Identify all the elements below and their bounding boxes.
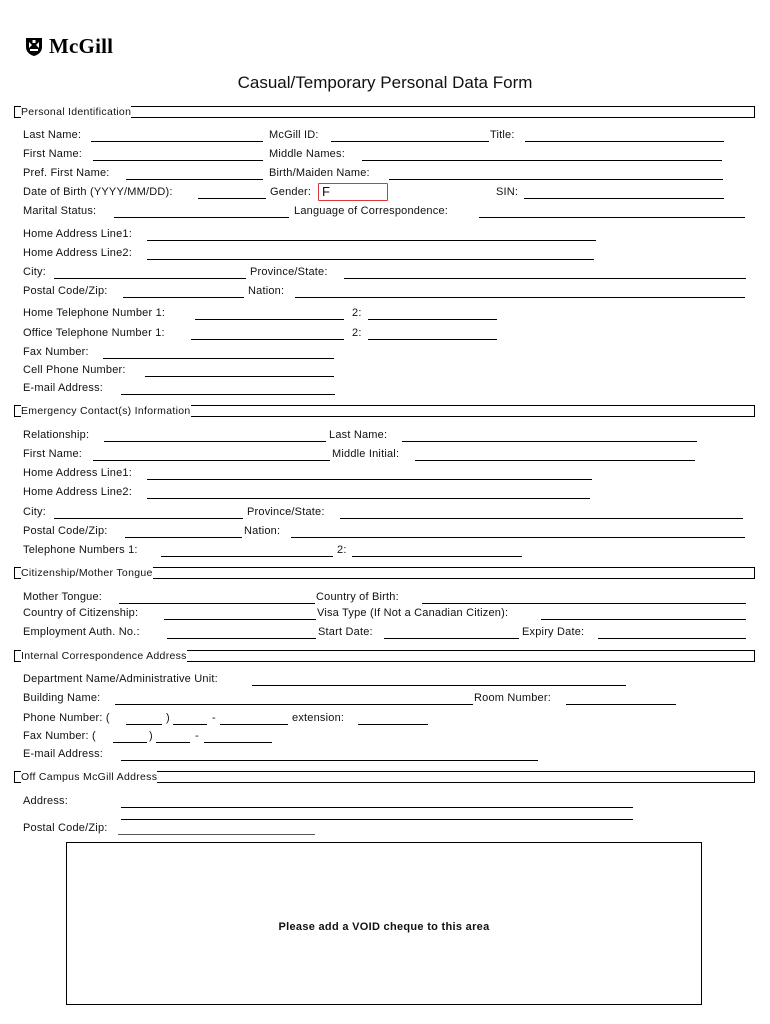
nation-label: Nation:	[248, 285, 285, 297]
country-of-citizenship-label: Country of Citizenship:	[23, 607, 139, 619]
province-field[interactable]	[344, 278, 746, 279]
mcgill-logo	[24, 34, 113, 59]
fax-line-field[interactable]	[204, 742, 272, 743]
emergency-last-name-label: Last Name:	[329, 429, 388, 441]
emergency-telephone-1-field[interactable]	[161, 556, 333, 557]
start-date-label: Start Date:	[318, 626, 373, 638]
last-name-field[interactable]	[91, 141, 263, 142]
section-label: Citizenship/Mother Tongue	[21, 567, 153, 579]
section-label: Personal Identification	[21, 106, 132, 118]
fax-paren: )	[149, 730, 153, 742]
room-number-field[interactable]	[566, 704, 676, 705]
middle-initial-field[interactable]	[415, 460, 695, 461]
fax-prefix-field[interactable]	[156, 742, 190, 743]
pref-first-name-label: Pref. First Name:	[23, 167, 110, 179]
page-title: Casual/Temporary Personal Data Form	[237, 73, 533, 92]
logo-text: McGill	[49, 34, 114, 58]
pref-first-name-field[interactable]	[126, 179, 263, 180]
dob-label: Date of Birth (YYYY/MM/DD):	[23, 186, 173, 198]
phone-line-field[interactable]	[220, 724, 288, 725]
mcgill-crest-icon	[24, 37, 44, 57]
home-telephone-2-field[interactable]	[368, 319, 497, 320]
marital-status-label: Marital Status:	[23, 205, 97, 217]
section-citizenship	[14, 567, 755, 579]
section-off-campus	[14, 771, 755, 783]
mother-tongue-field[interactable]	[119, 603, 315, 604]
internal-email-label: E-mail Address:	[23, 748, 104, 760]
section-personal-identification	[14, 106, 755, 118]
country-of-birth-field[interactable]	[422, 603, 746, 604]
last-name-label: Last Name:	[23, 129, 82, 141]
country-of-citizenship-field[interactable]	[164, 619, 316, 620]
country-of-birth-label: Country of Birth:	[316, 591, 399, 603]
expiry-date-label: Expiry Date:	[522, 626, 585, 638]
offcampus-address-line1-field[interactable]	[121, 807, 633, 808]
city-label: City:	[23, 266, 46, 278]
home-address-line2-label: Home Address Line2:	[23, 247, 132, 259]
emergency-telephone-2-field[interactable]	[352, 556, 522, 557]
emergency-province-field[interactable]	[340, 518, 743, 519]
province-label: Province/State:	[250, 266, 328, 278]
internal-email-field[interactable]	[121, 760, 538, 761]
language-field[interactable]	[479, 217, 745, 218]
mcgill-id-field[interactable]	[331, 141, 489, 142]
visa-type-label: Visa Type (If Not a Canadian Citizen):	[317, 607, 509, 619]
office-telephone-1-label: Office Telephone Number 1:	[23, 327, 165, 339]
gender-value: F	[322, 184, 330, 199]
department-field[interactable]	[252, 685, 626, 686]
language-label: Language of Correspondence:	[294, 205, 449, 217]
mcgill-id-label: McGill ID:	[269, 129, 319, 141]
offcampus-postal-label: Postal Code/Zip:	[23, 822, 108, 834]
emergency-telephone-2-label: 2:	[337, 544, 347, 556]
birth-maiden-name-label: Birth/Maiden Name:	[269, 167, 370, 179]
city-field[interactable]	[54, 278, 246, 279]
void-cheque-instructions: Please add a VOID cheque to this area	[278, 921, 490, 933]
section-label: Off Campus McGill Address	[21, 771, 158, 783]
emergency-telephone-1-label: Telephone Numbers 1:	[23, 544, 138, 556]
emergency-city-label: City:	[23, 506, 46, 518]
sin-field[interactable]	[524, 198, 724, 199]
postal-code-label: Postal Code/Zip:	[23, 285, 108, 297]
relationship-field[interactable]	[104, 441, 326, 442]
department-label: Department Name/Administrative Unit:	[23, 673, 218, 685]
emergency-city-field[interactable]	[54, 518, 243, 519]
internal-fax-label: Fax Number: (	[23, 730, 96, 742]
emergency-last-name-field[interactable]	[402, 441, 697, 442]
emergency-nation-field[interactable]	[291, 537, 745, 538]
home-telephone-2-label: 2:	[352, 307, 362, 319]
extension-field[interactable]	[358, 724, 428, 725]
phone-number-label: Phone Number: (	[23, 712, 110, 724]
section-label: Internal Correspondence Address	[21, 650, 187, 662]
middle-names-field[interactable]	[362, 160, 722, 161]
emergency-first-name-label: First Name:	[23, 448, 83, 460]
emergency-address-line2-label: Home Address Line2:	[23, 486, 132, 498]
relationship-label: Relationship:	[23, 429, 90, 441]
emergency-address-line1-field[interactable]	[147, 479, 592, 480]
fax-area-code-field[interactable]	[113, 742, 147, 743]
phone-dash: -	[212, 712, 216, 724]
room-number-label: Room Number:	[474, 692, 551, 704]
emergency-address-line1-label: Home Address Line1:	[23, 467, 132, 479]
mother-tongue-label: Mother Tongue:	[23, 591, 103, 603]
home-telephone-1-field[interactable]	[195, 319, 344, 320]
extension-label: extension:	[292, 712, 345, 724]
office-telephone-2-label: 2:	[352, 327, 362, 339]
gender-input[interactable]	[318, 183, 388, 201]
phone-paren: )	[166, 712, 170, 724]
emergency-first-name-field[interactable]	[93, 460, 330, 461]
building-name-field[interactable]	[115, 704, 473, 705]
middle-initial-label: Middle Initial:	[332, 448, 400, 460]
first-name-field[interactable]	[93, 160, 263, 161]
visa-type-field[interactable]	[541, 619, 746, 620]
emergency-province-label: Province/State:	[247, 506, 325, 518]
birth-maiden-name-field[interactable]	[389, 179, 723, 180]
home-address-line1-label: Home Address Line1:	[23, 228, 132, 240]
cell-phone-label: Cell Phone Number:	[23, 364, 126, 376]
emergency-postal-code-label: Postal Code/Zip:	[23, 525, 108, 537]
sin-label: SIN:	[496, 186, 519, 198]
email-label: E-mail Address:	[23, 382, 104, 394]
employment-auth-field[interactable]	[167, 638, 316, 639]
expiry-date-field[interactable]	[598, 638, 746, 639]
offcampus-postal-field[interactable]	[118, 834, 315, 835]
building-name-label: Building Name:	[23, 692, 101, 704]
emergency-postal-code-field[interactable]	[125, 537, 242, 538]
postal-code-field[interactable]	[123, 297, 244, 298]
title-label: Title:	[490, 129, 515, 141]
middle-names-label: Middle Names:	[269, 148, 345, 160]
void-cheque-area	[66, 842, 702, 1005]
dob-field[interactable]	[198, 198, 266, 199]
first-name-label: First Name:	[23, 148, 83, 160]
nation-field[interactable]	[295, 297, 745, 298]
phone-prefix-field[interactable]	[173, 724, 207, 725]
home-address-line1-field[interactable]	[147, 240, 596, 241]
section-label: Emergency Contact(s) Information	[21, 405, 191, 417]
section-internal-correspondence	[14, 650, 755, 662]
title-field[interactable]	[525, 141, 724, 142]
fax-number-label: Fax Number:	[23, 346, 89, 358]
home-address-line2-field[interactable]	[147, 259, 594, 260]
employment-auth-label: Employment Auth. No.:	[23, 626, 140, 638]
emergency-address-line2-field[interactable]	[147, 498, 590, 499]
section-emergency-contact	[14, 405, 755, 417]
marital-status-field[interactable]	[114, 217, 289, 218]
office-telephone-2-field[interactable]	[368, 339, 497, 340]
cell-phone-field[interactable]	[145, 376, 334, 377]
phone-area-code-field[interactable]	[126, 724, 162, 725]
fax-dash: -	[195, 730, 199, 742]
emergency-nation-label: Nation:	[244, 525, 281, 537]
start-date-field[interactable]	[384, 638, 519, 639]
gender-label: Gender:	[270, 186, 312, 198]
email-field[interactable]	[121, 394, 335, 395]
home-telephone-1-label: Home Telephone Number 1:	[23, 307, 166, 319]
offcampus-address-line2-field[interactable]	[121, 819, 633, 820]
office-telephone-1-field[interactable]	[191, 339, 344, 340]
fax-number-field[interactable]	[103, 358, 334, 359]
offcampus-address-label: Address:	[23, 795, 69, 807]
